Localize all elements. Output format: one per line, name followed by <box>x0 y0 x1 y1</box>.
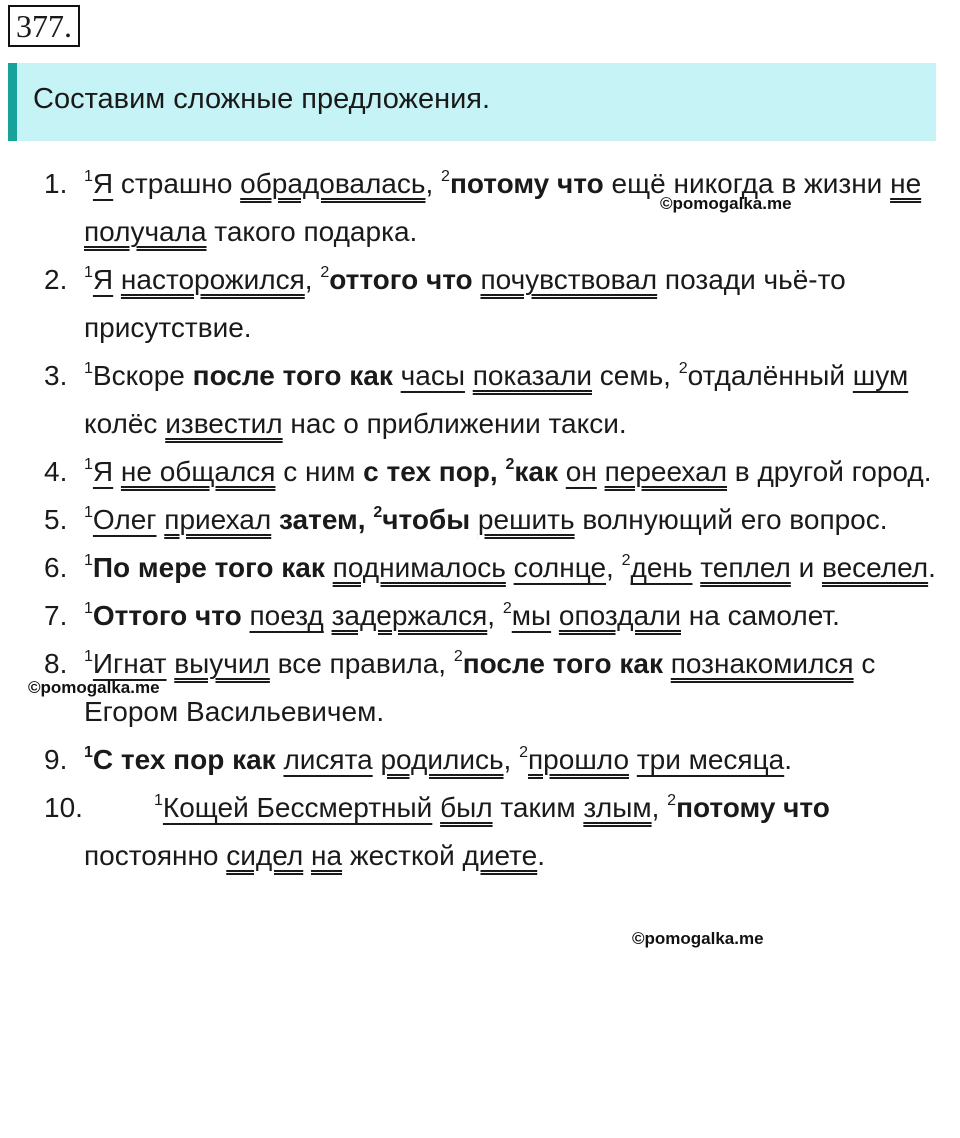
sentence-text <box>84 640 942 736</box>
text-segment: нас о приближении такси. <box>282 408 627 439</box>
text-segment <box>465 360 473 391</box>
item-number: 2. <box>44 264 68 295</box>
conjunction: потому что <box>676 792 830 823</box>
text-segment: , <box>503 744 520 775</box>
text-segment: , <box>425 168 442 199</box>
list-item <box>0 256 960 352</box>
list-item <box>0 544 960 592</box>
predicate: почувствовал <box>480 264 658 295</box>
clause-number: 1 <box>154 792 163 809</box>
clause-number: 1 <box>84 168 93 185</box>
item-number: 5. <box>44 504 68 535</box>
predicate: насторожился <box>120 264 305 295</box>
subject: шум <box>852 360 909 391</box>
text-segment: на самолет. <box>681 600 840 631</box>
text-segment <box>597 456 605 487</box>
list-item <box>0 448 960 496</box>
text-segment <box>113 456 121 487</box>
sentence-text <box>84 784 942 880</box>
conjunction: с тех пор, <box>363 456 506 487</box>
conjunction: С тех пор как <box>92 744 276 775</box>
predicate: приехал <box>164 504 272 535</box>
clause-number: 1 <box>84 600 93 617</box>
subject: часы <box>400 360 465 391</box>
text-segment <box>470 504 478 535</box>
text-segment: ещё никогда в жизни <box>603 168 891 199</box>
item-number: 9. <box>44 744 68 775</box>
clause-number: 2 <box>519 744 529 761</box>
text-segment <box>303 840 311 871</box>
text-segment <box>271 504 279 535</box>
predicate: поднималось <box>332 552 506 583</box>
text-segment <box>629 744 637 775</box>
predicate: не общался <box>120 456 276 487</box>
text-segment <box>506 552 514 583</box>
sentence-text <box>84 592 942 640</box>
predicate: переехал <box>604 456 728 487</box>
predicate: прошло <box>528 744 630 775</box>
text-segment: . <box>784 744 792 775</box>
watermark: ©pomogalka.me <box>28 678 160 697</box>
text-segment: таким <box>492 792 584 823</box>
conjunction: Оттого что <box>92 600 242 631</box>
conjunction: потому что <box>449 168 604 199</box>
predicate: на <box>311 840 343 871</box>
subject: Я <box>92 456 114 487</box>
predicate: сидел <box>226 840 304 871</box>
clause-number: 2 <box>667 792 677 809</box>
predicate: показали <box>472 360 592 391</box>
clause-number: 2 <box>320 264 330 281</box>
text-segment <box>663 648 671 679</box>
predicate: теплел <box>700 552 791 583</box>
item-number: 10. <box>44 792 83 823</box>
clause-number: 2 <box>678 360 688 377</box>
predicate: родились <box>380 744 504 775</box>
text-segment: с Егором Васильевичем. <box>84 648 876 727</box>
clause-number: 2 <box>621 552 631 569</box>
text-segment: семь, <box>591 360 679 391</box>
text-segment: колёс <box>84 408 166 439</box>
text-segment: , <box>487 600 503 631</box>
sentence-list <box>0 160 960 880</box>
text-segment: волнующий его вопрос. <box>574 504 888 535</box>
text-segment: Вскоре <box>92 360 193 391</box>
clause-number: 1 <box>84 264 93 281</box>
sentence-text <box>84 352 942 448</box>
sentence-text <box>84 496 942 544</box>
list-item <box>0 352 960 448</box>
list-item <box>0 736 960 784</box>
watermark: ©pomogalka.me <box>660 194 792 213</box>
conjunction: По мере того как <box>92 552 325 583</box>
item-number: 8. <box>44 648 68 679</box>
sentence-text <box>84 448 942 496</box>
subject: он <box>565 456 597 487</box>
clause-number: 2 <box>373 504 383 521</box>
clause-number: 1 <box>84 552 93 569</box>
sentence-text <box>84 160 942 256</box>
predicate: решить <box>477 504 575 535</box>
text-segment: . <box>537 840 546 871</box>
predicate: опоздали <box>558 600 681 631</box>
text-segment: . <box>928 552 936 583</box>
text-segment <box>558 456 566 487</box>
list-item <box>0 160 960 256</box>
text-segment <box>324 600 332 631</box>
clause-number: 2 <box>505 456 515 473</box>
item-number: 7. <box>44 600 68 631</box>
predicate: задержался <box>331 600 488 631</box>
subject: Кощей Бессмертный <box>162 792 433 823</box>
predicate: познакомился <box>670 648 854 679</box>
predicate: выучил <box>174 648 270 679</box>
text-segment: позади чьё-то присутствие. <box>84 264 846 343</box>
conjunction: после того как <box>192 360 393 391</box>
text-segment <box>432 792 440 823</box>
clause-number: 1 <box>84 504 93 521</box>
text-segment: такого подарка. <box>206 216 418 247</box>
exercise-number: 377. <box>8 5 80 47</box>
list-item <box>0 784 960 880</box>
item-number: 6. <box>44 552 68 583</box>
text-segment: с ним <box>275 456 364 487</box>
text-segment: , <box>304 264 321 295</box>
text-segment <box>113 264 121 295</box>
clause-number: 1 <box>84 744 93 761</box>
conjunction: затем, <box>279 504 374 535</box>
text-segment <box>325 552 333 583</box>
subject: Игнат <box>92 648 167 679</box>
subject: Олег <box>92 504 157 535</box>
sentence-text <box>84 256 942 352</box>
clause-number: 2 <box>453 648 463 665</box>
subject: мы <box>511 600 552 631</box>
sentence-text <box>84 736 942 784</box>
sentence-text <box>84 544 942 592</box>
predicate: злым <box>583 792 652 823</box>
text-segment <box>551 600 559 631</box>
clause-number: 1 <box>84 456 93 473</box>
text-segment: , <box>606 552 622 583</box>
clause-number: 2 <box>502 600 512 617</box>
item-number: 3. <box>44 360 68 391</box>
predicate: веселел <box>822 552 929 583</box>
subject: солнце <box>513 552 607 583</box>
list-item <box>0 496 960 544</box>
conjunction: оттого что <box>329 264 473 295</box>
predicate: диете <box>462 840 538 871</box>
clause-number: 1 <box>84 648 93 665</box>
subject: лисята <box>283 744 373 775</box>
text-segment <box>242 600 250 631</box>
subject: Я <box>92 264 114 295</box>
predicate: не получала <box>84 168 922 247</box>
item-number: 4. <box>44 456 68 487</box>
predicate: обрадовалась <box>240 168 426 199</box>
text-segment: и <box>790 552 823 583</box>
text-segment: , <box>651 792 668 823</box>
item-number: 1. <box>44 168 68 199</box>
text-segment: все правила, <box>269 648 454 679</box>
subject: три месяца <box>636 744 785 775</box>
conjunction: после того как <box>462 648 663 679</box>
list-item <box>0 592 960 640</box>
watermark: ©pomogalka.me <box>632 929 764 948</box>
subject: Я <box>92 168 114 199</box>
conjunction: как <box>514 456 558 487</box>
heading-text: Составим сложные предложения. <box>33 83 491 115</box>
text-segment: жесткой <box>342 840 463 871</box>
predicate: известил <box>165 408 283 439</box>
subject: день <box>630 552 693 583</box>
clause-number: 2 <box>441 168 450 185</box>
text-segment <box>393 360 401 391</box>
text-segment: отдалённый <box>687 360 853 391</box>
conjunction: чтобы <box>382 504 471 535</box>
predicate: был <box>440 792 493 823</box>
clause-number: 1 <box>84 360 93 377</box>
text-segment: страшно <box>113 168 241 199</box>
heading-banner <box>8 63 936 141</box>
text-segment: постоянно <box>84 840 227 871</box>
text-segment: в другой город. <box>727 456 932 487</box>
subject: поезд <box>249 600 324 631</box>
